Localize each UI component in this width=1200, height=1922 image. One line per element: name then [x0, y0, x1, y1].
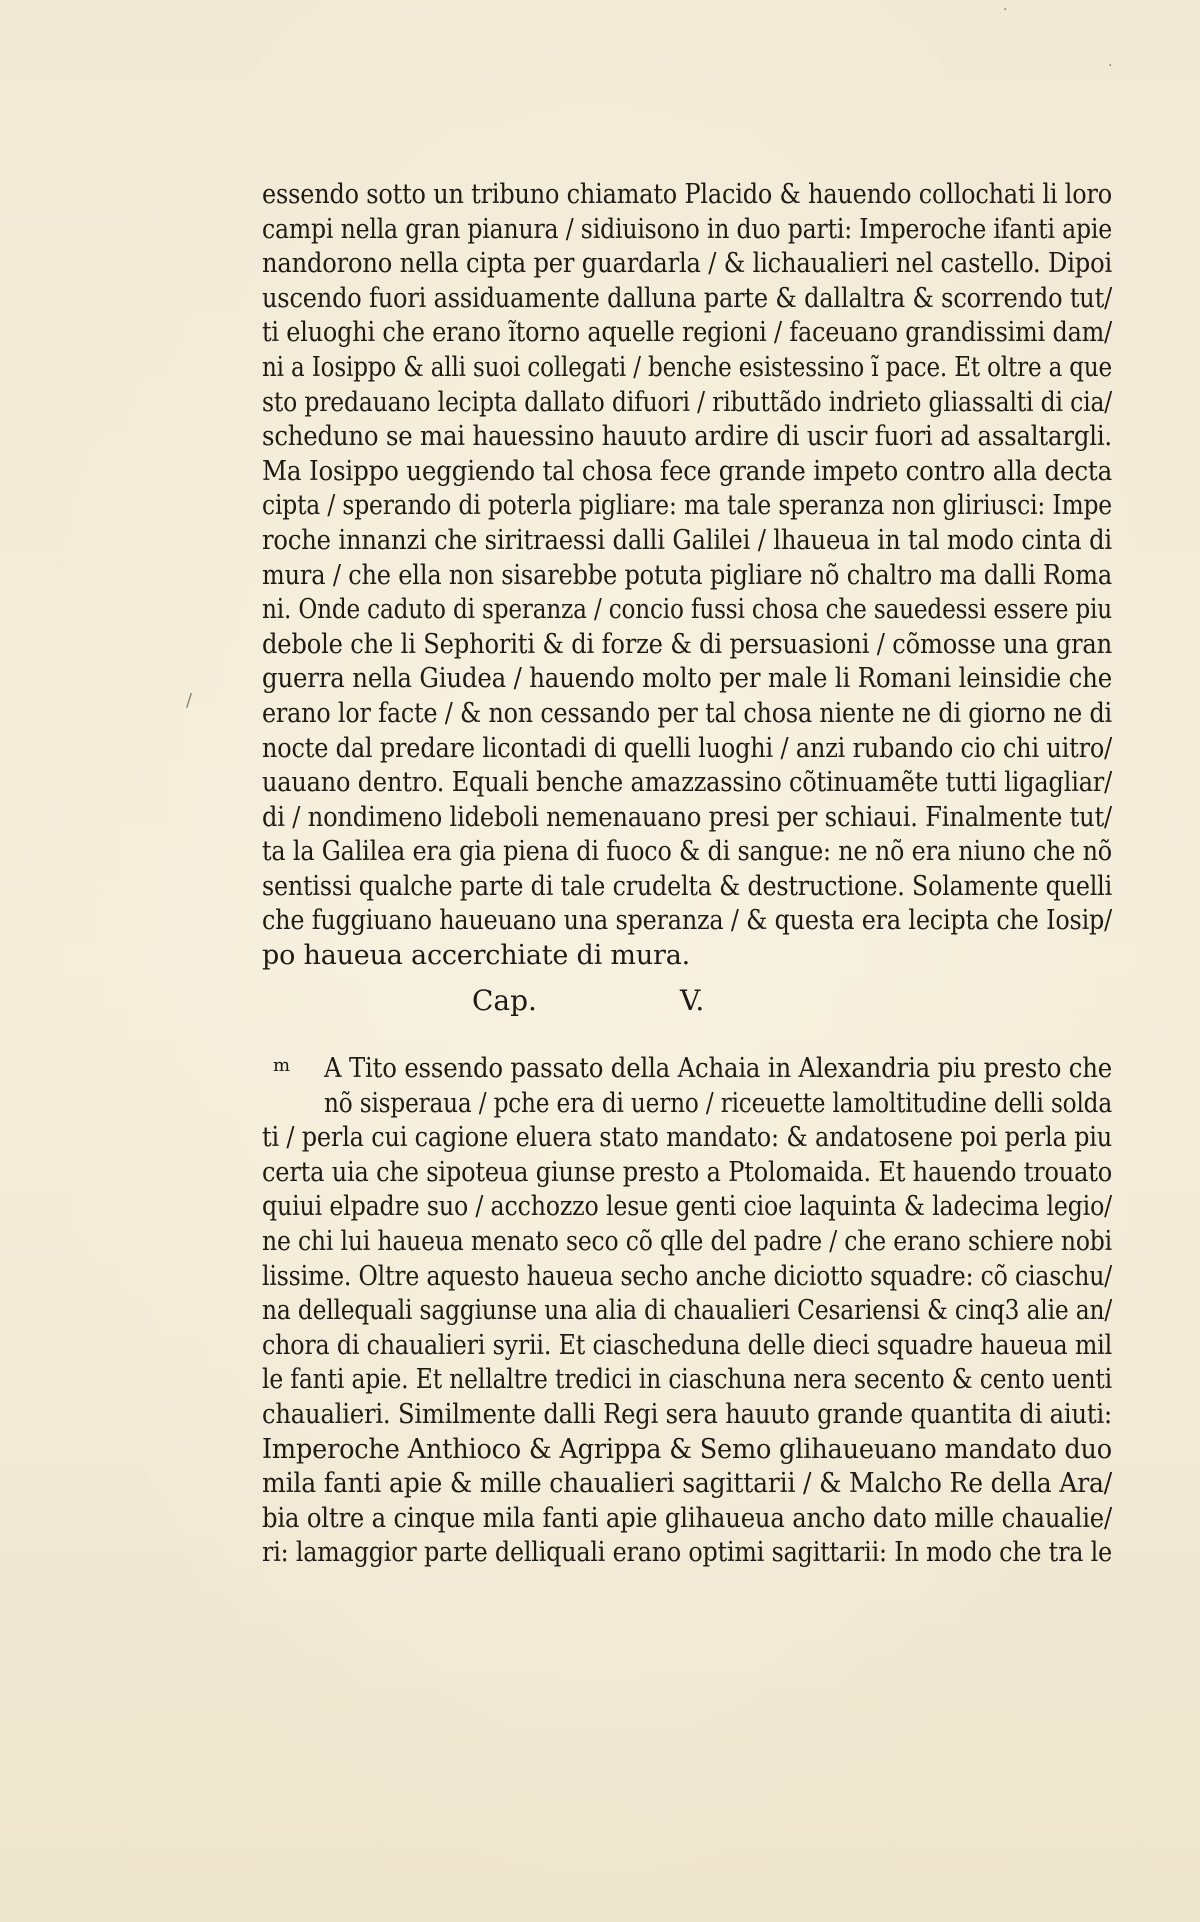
text-line: le fanti apie. Et nellaltre tredici in ciaschuna nera secento & cento uenti: [262, 1364, 1112, 1396]
text-line: che fuggiuano haueuano una speranza / & questa era lecipta che Iosip/: [262, 905, 1112, 937]
margin-speck: ·: [1003, 2, 1008, 18]
text-line: quiui elpadre suo / acchozzo lesue genti cioe laquinta & ladecima legio/: [262, 1191, 1112, 1223]
body-text-part-1: [262, 178, 1112, 974]
text-line: ne chi lui haueua menato seco cõ qlle del padre / che erano schiere nobi: [262, 1225, 1112, 1257]
text-line: ti / perla cui cagione eluera stato mandato: & andatosene poi perla piu: [262, 1122, 1112, 1154]
chapter-label: Cap.: [472, 984, 537, 1017]
text-line: erano lor facte / & non cessando per tal chosa niente ne di giorno ne di: [262, 697, 1112, 729]
text-line: po haueua accerchiate di mura.: [262, 940, 691, 972]
text-line: chora di chaualieri syrii. Et ciascheduna delle dieci squadre haueua mil: [262, 1329, 1112, 1361]
guide-letter: m: [273, 1055, 291, 1076]
text-line: mila fanti apie & mille chaualieri sagittarii / & Malcho Re della Ara/: [262, 1468, 1112, 1500]
text-line: debole che li Sephoriti & di forze & di persuasioni / cõmosse una gran: [262, 628, 1112, 660]
text-line: Ma Iosippo ueggiendo tal chosa fece grande impeto contro alla decta: [262, 455, 1112, 487]
text-line: bia oltre a cinque mila fanti apie glihaueua ancho dato mille chaualie/: [262, 1502, 1112, 1534]
text-line: ni a Iosippo & alli suoi collegati / benche esistessino ĩ pace. Et oltre a que: [262, 351, 1112, 383]
text-line: roche innanzi che siritraessi dalli Galilei / lhaueua in tal modo cinta di: [262, 524, 1112, 556]
body-text-part-2: [262, 1052, 1112, 1571]
text-line: ta la Galilea era gia piena di fuoco & di sangue: ne nõ era niuno che nõ: [262, 836, 1112, 868]
text-line: sentissi qualche parte di tale crudelta & destructione. Solamente quelli: [262, 870, 1112, 902]
text-line: essendo sotto un tribuno chiamato Placido & hauendo collochati li loro: [262, 179, 1112, 210]
text-line: chaualieri. Similmente dalli Regi sera hauuto grande quantita di aiuti:: [262, 1398, 1112, 1430]
text-line: lissime. Oltre aquesto haueua secho anche diciotto squadre: cõ ciaschu/: [262, 1260, 1112, 1292]
text-line: A Tito essendo passato della Achaia in Alexandria piu presto che: [324, 1053, 1112, 1084]
text-line: campi nella gran pianura / sidiuisono in duo parti: Imperoche ifanti apie: [262, 213, 1112, 245]
text-line: mura / che ella non sisarebbe potuta pigliare nõ chaltro ma dalli Roma: [262, 559, 1112, 591]
margin-speck: ·: [1108, 58, 1113, 74]
text-line: ri: lamaggior parte delliquali erano optimi sagittarii: In modo che tra le: [262, 1537, 1112, 1569]
text-line: Imperoche Anthioco & Agrippa & Semo glihaueuano mandato duo: [262, 1433, 1112, 1465]
text-line: ti eluoghi che erano ĩtorno aquelle regioni / faceuano grandissimi dam/: [262, 317, 1112, 349]
text-line: scheduno se mai hauessino hauuto ardire di uscir fuori ad assaltargli.: [262, 421, 1112, 453]
text-line: di / nondimeno lideboli nemenauano presi per schiaui. Finalmente tut/: [262, 801, 1112, 833]
text-line: uauano dentro. Equali benche amazzassino cõtinuamẽte tutti ligagliar/: [262, 767, 1112, 799]
text-line: cipta / sperando di poterla pigliare: ma tale speranza non gliriusci: Impe: [262, 490, 1112, 522]
chapter-heading: [0, 981, 1200, 1021]
text-line: nandorono nella cipta per guardarla / & lichaualieri nel castello. Dipoi: [262, 248, 1112, 280]
text-line: certa uia che sipoteua giunse presto a Ptolomaida. Et hauendo trouato: [262, 1156, 1112, 1188]
text-line: nocte dal predare licontadi di quelli luoghi / anzi rubando cio chi uitro/: [262, 732, 1112, 764]
text-line: sto predauano lecipta dallato difuori / ributtãdo indrieto gliassalti di cia/: [262, 386, 1112, 418]
text-line: nõ sisperaua / pche era di uerno / riceuette lamoltitudine delli solda: [324, 1087, 1112, 1119]
text-line: na dellequali saggiunse una alia di chaualieri Cesariensi & cinq3 alie an/: [262, 1295, 1112, 1327]
chapter-number: V.: [680, 984, 705, 1017]
text-line: ni. Onde caduto di speranza / concio fussi chosa che sauedessi essere piu: [262, 594, 1112, 626]
margin-mark: /: [186, 690, 193, 711]
text-line: uscendo fuori assiduamente dalluna parte & dallaltra & scorrendo tut/: [262, 282, 1112, 314]
text-line: guerra nella Giudea / hauendo molto per male li Romani leinsidie che: [262, 663, 1112, 695]
